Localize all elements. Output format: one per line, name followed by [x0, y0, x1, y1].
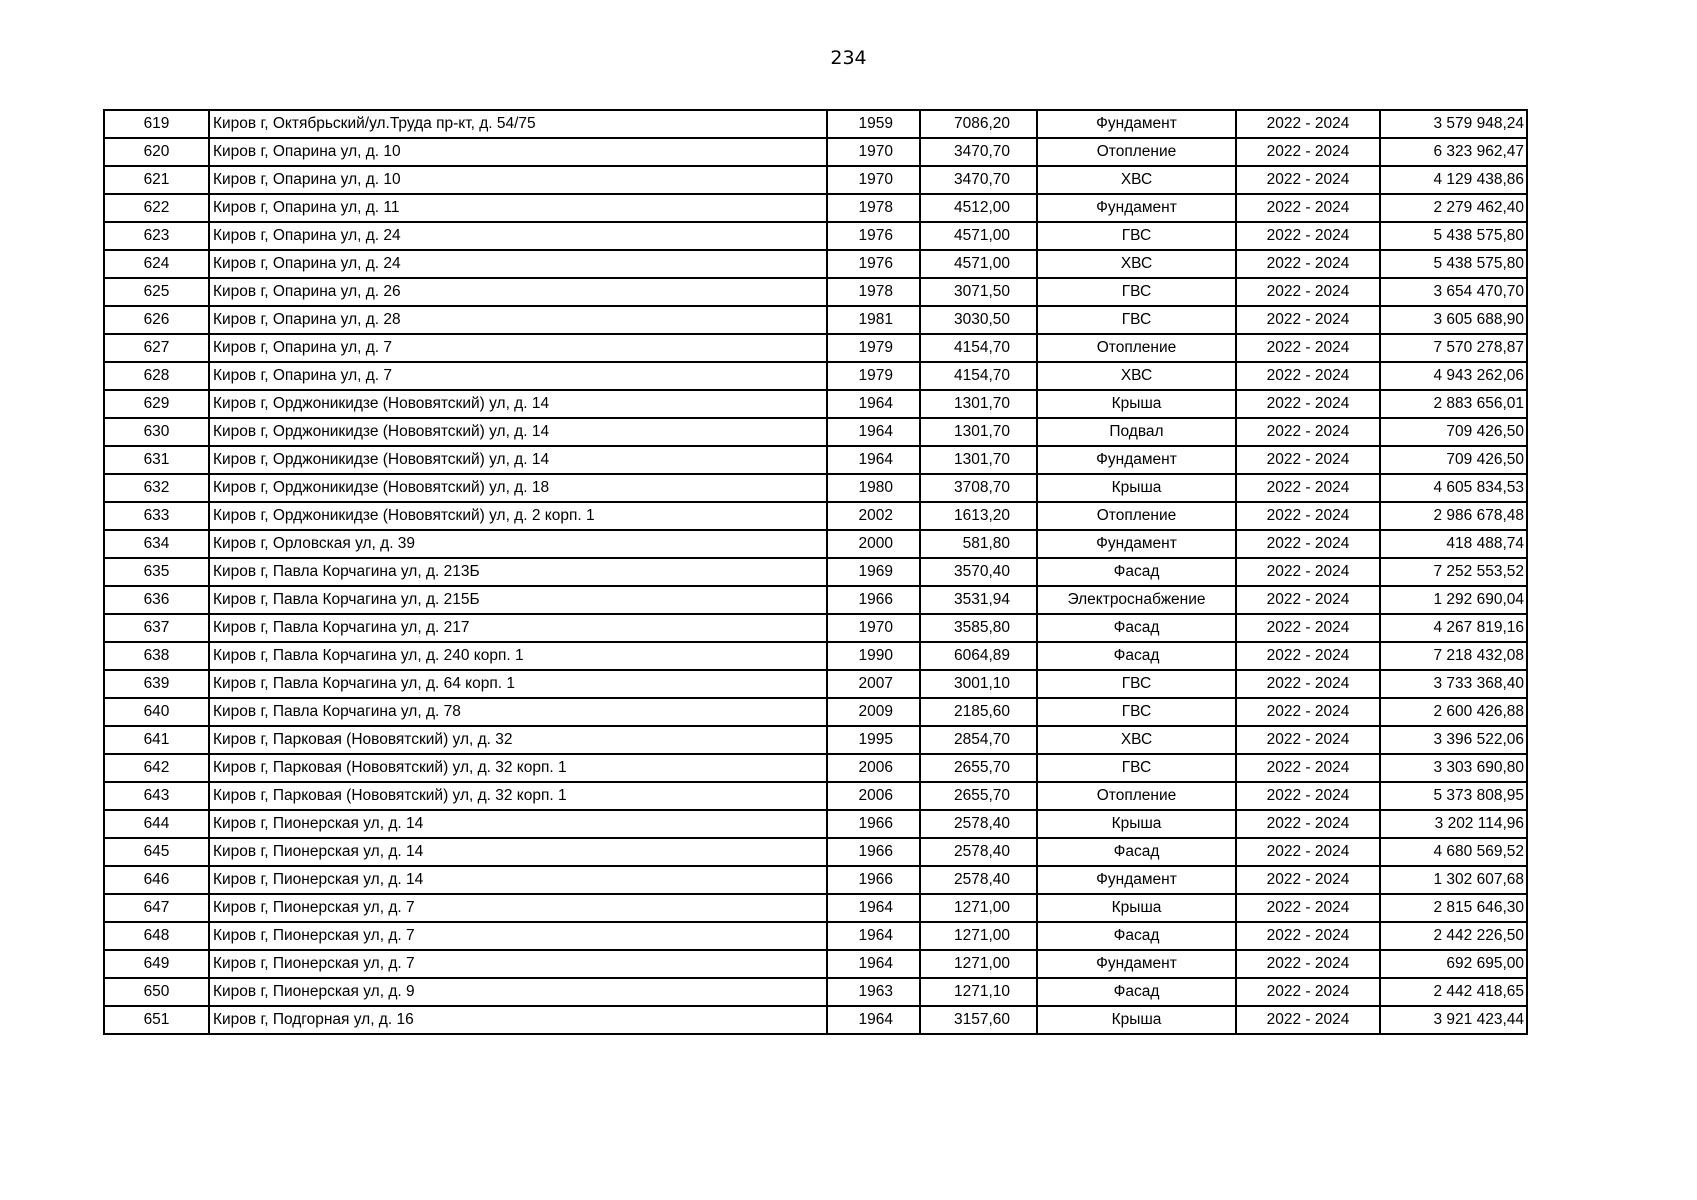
- address-cell: Киров г, Пионерская ул, д. 14: [209, 866, 827, 894]
- area-cell: 2185,60: [920, 698, 1037, 726]
- area-cell: 4154,70: [920, 362, 1037, 390]
- area-cell: 1271,00: [920, 922, 1037, 950]
- year-cell: 2000: [827, 530, 920, 558]
- cost-cell: 2 600 426,88: [1380, 698, 1527, 726]
- period-cell: 2022 - 2024: [1236, 642, 1380, 670]
- table-row: [104, 390, 1527, 418]
- cost-cell: 709 426,50: [1380, 418, 1527, 446]
- period-cell: 2022 - 2024: [1236, 950, 1380, 978]
- year-cell: 1963: [827, 978, 920, 1006]
- period-cell: 2022 - 2024: [1236, 418, 1380, 446]
- table-row: [104, 810, 1527, 838]
- work-type-cell: Фасад: [1037, 978, 1236, 1006]
- work-type-cell: ГВС: [1037, 754, 1236, 782]
- row-number: 638: [104, 642, 209, 670]
- year-cell: 1964: [827, 390, 920, 418]
- area-cell: 4571,00: [920, 222, 1037, 250]
- period-cell: 2022 - 2024: [1236, 726, 1380, 754]
- period-cell: 2022 - 2024: [1236, 670, 1380, 698]
- period-cell: 2022 - 2024: [1236, 698, 1380, 726]
- row-number: 628: [104, 362, 209, 390]
- period-cell: 2022 - 2024: [1236, 306, 1380, 334]
- table-row: [104, 222, 1527, 250]
- address-cell: Киров г, Орджоникидзе (Нововятский) ул, д. 14: [209, 418, 827, 446]
- row-number: 646: [104, 866, 209, 894]
- table-body: [104, 110, 1527, 1034]
- address-cell: Киров г, Павла Корчагина ул, д. 215Б: [209, 586, 827, 614]
- year-cell: 2007: [827, 670, 920, 698]
- year-cell: 1966: [827, 866, 920, 894]
- table-row: [104, 306, 1527, 334]
- row-number: 651: [104, 1006, 209, 1034]
- year-cell: 2006: [827, 782, 920, 810]
- period-cell: 2022 - 2024: [1236, 278, 1380, 306]
- cost-cell: 5 438 575,80: [1380, 250, 1527, 278]
- period-cell: 2022 - 2024: [1236, 446, 1380, 474]
- cost-cell: 4 680 569,52: [1380, 838, 1527, 866]
- area-cell: 3708,70: [920, 474, 1037, 502]
- year-cell: 1964: [827, 894, 920, 922]
- work-type-cell: ГВС: [1037, 306, 1236, 334]
- row-number: 622: [104, 194, 209, 222]
- cost-cell: 5 373 808,95: [1380, 782, 1527, 810]
- work-type-cell: Фундамент: [1037, 110, 1236, 138]
- period-cell: 2022 - 2024: [1236, 782, 1380, 810]
- cost-cell: 7 218 432,08: [1380, 642, 1527, 670]
- period-cell: 2022 - 2024: [1236, 474, 1380, 502]
- area-cell: 6064,89: [920, 642, 1037, 670]
- row-number: 648: [104, 922, 209, 950]
- year-cell: 1966: [827, 586, 920, 614]
- period-cell: 2022 - 2024: [1236, 1006, 1380, 1034]
- year-cell: 1978: [827, 278, 920, 306]
- address-cell: Киров г, Орджоникидзе (Нововятский) ул, д. 14: [209, 390, 827, 418]
- row-number: 632: [104, 474, 209, 502]
- table-row: [104, 362, 1527, 390]
- period-cell: 2022 - 2024: [1236, 334, 1380, 362]
- address-cell: Киров г, Опарина ул, д. 10: [209, 166, 827, 194]
- address-cell: Киров г, Орджоникидзе (Нововятский) ул, д. 18: [209, 474, 827, 502]
- year-cell: 1969: [827, 558, 920, 586]
- table-row: [104, 110, 1527, 138]
- work-type-cell: Фундамент: [1037, 530, 1236, 558]
- row-number: 641: [104, 726, 209, 754]
- table-row: [104, 1006, 1527, 1034]
- year-cell: 1990: [827, 642, 920, 670]
- address-cell: Киров г, Опарина ул, д. 7: [209, 362, 827, 390]
- work-type-cell: Отопление: [1037, 334, 1236, 362]
- period-cell: 2022 - 2024: [1236, 978, 1380, 1006]
- address-cell: Киров г, Опарина ул, д. 24: [209, 222, 827, 250]
- work-type-cell: ХВС: [1037, 166, 1236, 194]
- area-cell: 4571,00: [920, 250, 1037, 278]
- row-number: 635: [104, 558, 209, 586]
- period-cell: 2022 - 2024: [1236, 754, 1380, 782]
- row-number: 630: [104, 418, 209, 446]
- work-type-cell: Отопление: [1037, 138, 1236, 166]
- area-cell: 581,80: [920, 530, 1037, 558]
- year-cell: 1964: [827, 950, 920, 978]
- address-cell: Киров г, Павла Корчагина ул, д. 217: [209, 614, 827, 642]
- address-cell: Киров г, Орловская ул, д. 39: [209, 530, 827, 558]
- cost-cell: 4 267 819,16: [1380, 614, 1527, 642]
- row-number: 625: [104, 278, 209, 306]
- work-type-cell: Крыша: [1037, 894, 1236, 922]
- row-number: 645: [104, 838, 209, 866]
- area-cell: 2655,70: [920, 754, 1037, 782]
- work-type-cell: Электроснабжение: [1037, 586, 1236, 614]
- address-cell: Киров г, Пионерская ул, д. 7: [209, 950, 827, 978]
- area-cell: 3585,80: [920, 614, 1037, 642]
- period-cell: 2022 - 2024: [1236, 530, 1380, 558]
- area-cell: 3157,60: [920, 1006, 1037, 1034]
- row-number: 639: [104, 670, 209, 698]
- year-cell: 1964: [827, 446, 920, 474]
- cost-cell: 3 202 114,96: [1380, 810, 1527, 838]
- address-cell: Киров г, Октябрьский/ул.Труда пр-кт, д. 54/75: [209, 110, 827, 138]
- period-cell: 2022 - 2024: [1236, 922, 1380, 950]
- area-cell: 3030,50: [920, 306, 1037, 334]
- address-cell: Киров г, Опарина ул, д. 28: [209, 306, 827, 334]
- area-cell: 3001,10: [920, 670, 1037, 698]
- table-row: [104, 530, 1527, 558]
- work-type-cell: Крыша: [1037, 810, 1236, 838]
- work-type-cell: ХВС: [1037, 250, 1236, 278]
- table-row: [104, 446, 1527, 474]
- work-type-cell: Фасад: [1037, 922, 1236, 950]
- address-cell: Киров г, Парковая (Нововятский) ул, д. 32 корп. 1: [209, 754, 827, 782]
- table-row: [104, 978, 1527, 1006]
- area-cell: 4154,70: [920, 334, 1037, 362]
- area-cell: 1301,70: [920, 418, 1037, 446]
- cost-cell: 3 303 690,80: [1380, 754, 1527, 782]
- period-cell: 2022 - 2024: [1236, 194, 1380, 222]
- work-type-cell: Фундамент: [1037, 194, 1236, 222]
- area-cell: 2578,40: [920, 810, 1037, 838]
- area-cell: 3071,50: [920, 278, 1037, 306]
- year-cell: 1980: [827, 474, 920, 502]
- row-number: 627: [104, 334, 209, 362]
- year-cell: 2002: [827, 502, 920, 530]
- year-cell: 1976: [827, 222, 920, 250]
- table-row: [104, 194, 1527, 222]
- table-row: [104, 950, 1527, 978]
- period-cell: 2022 - 2024: [1236, 390, 1380, 418]
- cost-cell: 709 426,50: [1380, 446, 1527, 474]
- cost-cell: 7 252 553,52: [1380, 558, 1527, 586]
- cost-cell: 3 396 522,06: [1380, 726, 1527, 754]
- work-type-cell: Крыша: [1037, 390, 1236, 418]
- table-row: [104, 726, 1527, 754]
- row-number: 640: [104, 698, 209, 726]
- table-row: [104, 558, 1527, 586]
- address-cell: Киров г, Парковая (Нововятский) ул, д. 32: [209, 726, 827, 754]
- table-row: [104, 838, 1527, 866]
- table-row: [104, 922, 1527, 950]
- period-cell: 2022 - 2024: [1236, 166, 1380, 194]
- area-cell: 2578,40: [920, 866, 1037, 894]
- area-cell: 2578,40: [920, 838, 1037, 866]
- year-cell: 2009: [827, 698, 920, 726]
- area-cell: 4512,00: [920, 194, 1037, 222]
- cost-cell: 4 605 834,53: [1380, 474, 1527, 502]
- work-type-cell: Фасад: [1037, 642, 1236, 670]
- address-cell: Киров г, Павла Корчагина ул, д. 78: [209, 698, 827, 726]
- period-cell: 2022 - 2024: [1236, 362, 1380, 390]
- row-number: 631: [104, 446, 209, 474]
- work-type-cell: Фундамент: [1037, 446, 1236, 474]
- table-row: [104, 418, 1527, 446]
- period-cell: 2022 - 2024: [1236, 866, 1380, 894]
- year-cell: 1978: [827, 194, 920, 222]
- row-number: 636: [104, 586, 209, 614]
- year-cell: 1970: [827, 138, 920, 166]
- table-row: [104, 698, 1527, 726]
- period-cell: 2022 - 2024: [1236, 614, 1380, 642]
- table-row: [104, 866, 1527, 894]
- row-number: 649: [104, 950, 209, 978]
- work-type-cell: Отопление: [1037, 502, 1236, 530]
- area-cell: 3470,70: [920, 166, 1037, 194]
- work-type-cell: ГВС: [1037, 670, 1236, 698]
- address-cell: Киров г, Опарина ул, д. 24: [209, 250, 827, 278]
- work-type-cell: Крыша: [1037, 1006, 1236, 1034]
- cost-cell: 1 292 690,04: [1380, 586, 1527, 614]
- area-cell: 1271,10: [920, 978, 1037, 1006]
- cost-cell: 6 323 962,47: [1380, 138, 1527, 166]
- table-row: [104, 894, 1527, 922]
- row-number: 637: [104, 614, 209, 642]
- address-cell: Киров г, Опарина ул, д. 11: [209, 194, 827, 222]
- area-cell: 7086,20: [920, 110, 1037, 138]
- table-row: [104, 670, 1527, 698]
- cost-cell: 3 605 688,90: [1380, 306, 1527, 334]
- period-cell: 2022 - 2024: [1236, 894, 1380, 922]
- cost-cell: 4 129 438,86: [1380, 166, 1527, 194]
- work-type-cell: ГВС: [1037, 698, 1236, 726]
- address-cell: Киров г, Опарина ул, д. 10: [209, 138, 827, 166]
- table-row: [104, 614, 1527, 642]
- address-cell: Киров г, Опарина ул, д. 7: [209, 334, 827, 362]
- address-cell: Киров г, Орджоникидзе (Нововятский) ул, д. 2 корп. 1: [209, 502, 827, 530]
- table-row: [104, 782, 1527, 810]
- cost-cell: 2 883 656,01: [1380, 390, 1527, 418]
- row-number: 621: [104, 166, 209, 194]
- address-cell: Киров г, Пионерская ул, д. 9: [209, 978, 827, 1006]
- area-cell: 1271,00: [920, 894, 1037, 922]
- period-cell: 2022 - 2024: [1236, 138, 1380, 166]
- work-type-cell: Фасад: [1037, 558, 1236, 586]
- table-row: [104, 754, 1527, 782]
- period-cell: 2022 - 2024: [1236, 586, 1380, 614]
- cost-cell: 1 302 607,68: [1380, 866, 1527, 894]
- year-cell: 1970: [827, 614, 920, 642]
- area-cell: 3570,40: [920, 558, 1037, 586]
- row-number: 620: [104, 138, 209, 166]
- cost-cell: 3 654 470,70: [1380, 278, 1527, 306]
- area-cell: 1301,70: [920, 390, 1037, 418]
- row-number: 619: [104, 110, 209, 138]
- table-row: [104, 278, 1527, 306]
- work-type-cell: Фундамент: [1037, 950, 1236, 978]
- cost-cell: 3 733 368,40: [1380, 670, 1527, 698]
- address-cell: Киров г, Павла Корчагина ул, д. 64 корп. 1: [209, 670, 827, 698]
- area-cell: 2655,70: [920, 782, 1037, 810]
- table-row: [104, 586, 1527, 614]
- address-cell: Киров г, Павла Корчагина ул, д. 240 корп. 1: [209, 642, 827, 670]
- address-cell: Киров г, Пионерская ул, д. 7: [209, 894, 827, 922]
- buildings-table: [103, 109, 1528, 1035]
- period-cell: 2022 - 2024: [1236, 110, 1380, 138]
- area-cell: 2854,70: [920, 726, 1037, 754]
- work-type-cell: Фундамент: [1037, 866, 1236, 894]
- address-cell: Киров г, Подгорная ул, д. 16: [209, 1006, 827, 1034]
- work-type-cell: ГВС: [1037, 278, 1236, 306]
- address-cell: Киров г, Пионерская ул, д. 7: [209, 922, 827, 950]
- work-type-cell: Подвал: [1037, 418, 1236, 446]
- area-cell: 3531,94: [920, 586, 1037, 614]
- period-cell: 2022 - 2024: [1236, 810, 1380, 838]
- row-number: 629: [104, 390, 209, 418]
- year-cell: 2006: [827, 754, 920, 782]
- cost-cell: 3 921 423,44: [1380, 1006, 1527, 1034]
- cost-cell: 2 442 418,65: [1380, 978, 1527, 1006]
- row-number: 624: [104, 250, 209, 278]
- work-type-cell: Крыша: [1037, 474, 1236, 502]
- row-number: 647: [104, 894, 209, 922]
- work-type-cell: Фасад: [1037, 614, 1236, 642]
- period-cell: 2022 - 2024: [1236, 222, 1380, 250]
- year-cell: 1979: [827, 334, 920, 362]
- address-cell: Киров г, Павла Корчагина ул, д. 213Б: [209, 558, 827, 586]
- period-cell: 2022 - 2024: [1236, 250, 1380, 278]
- cost-cell: 2 442 226,50: [1380, 922, 1527, 950]
- year-cell: 1981: [827, 306, 920, 334]
- table-row: [104, 166, 1527, 194]
- table-row: [104, 642, 1527, 670]
- page-number: 234: [830, 47, 867, 69]
- cost-cell: 418 488,74: [1380, 530, 1527, 558]
- row-number: 633: [104, 502, 209, 530]
- cost-cell: 7 570 278,87: [1380, 334, 1527, 362]
- year-cell: 1970: [827, 166, 920, 194]
- area-cell: 3470,70: [920, 138, 1037, 166]
- year-cell: 1959: [827, 110, 920, 138]
- address-cell: Киров г, Парковая (Нововятский) ул, д. 32 корп. 1: [209, 782, 827, 810]
- cost-cell: 4 943 262,06: [1380, 362, 1527, 390]
- period-cell: 2022 - 2024: [1236, 558, 1380, 586]
- area-cell: 1271,00: [920, 950, 1037, 978]
- table-row: [104, 250, 1527, 278]
- work-type-cell: ГВС: [1037, 222, 1236, 250]
- area-cell: 1613,20: [920, 502, 1037, 530]
- work-type-cell: ХВС: [1037, 362, 1236, 390]
- cost-cell: 5 438 575,80: [1380, 222, 1527, 250]
- work-type-cell: Фасад: [1037, 838, 1236, 866]
- year-cell: 1995: [827, 726, 920, 754]
- address-cell: Киров г, Опарина ул, д. 26: [209, 278, 827, 306]
- cost-cell: 2 986 678,48: [1380, 502, 1527, 530]
- cost-cell: 2 815 646,30: [1380, 894, 1527, 922]
- cost-cell: 2 279 462,40: [1380, 194, 1527, 222]
- year-cell: 1964: [827, 1006, 920, 1034]
- table-row: [104, 334, 1527, 362]
- table-row: [104, 474, 1527, 502]
- year-cell: 1964: [827, 418, 920, 446]
- period-cell: 2022 - 2024: [1236, 838, 1380, 866]
- address-cell: Киров г, Пионерская ул, д. 14: [209, 838, 827, 866]
- work-type-cell: Отопление: [1037, 782, 1236, 810]
- address-cell: Киров г, Орджоникидзе (Нововятский) ул, д. 14: [209, 446, 827, 474]
- table-row: [104, 502, 1527, 530]
- address-cell: Киров г, Пионерская ул, д. 14: [209, 810, 827, 838]
- year-cell: 1966: [827, 838, 920, 866]
- row-number: 642: [104, 754, 209, 782]
- period-cell: 2022 - 2024: [1236, 502, 1380, 530]
- year-cell: 1979: [827, 362, 920, 390]
- row-number: 643: [104, 782, 209, 810]
- cost-cell: 3 579 948,24: [1380, 110, 1527, 138]
- table-row: [104, 138, 1527, 166]
- year-cell: 1976: [827, 250, 920, 278]
- cost-cell: 692 695,00: [1380, 950, 1527, 978]
- row-number: 623: [104, 222, 209, 250]
- year-cell: 1964: [827, 922, 920, 950]
- row-number: 644: [104, 810, 209, 838]
- work-type-cell: ХВС: [1037, 726, 1236, 754]
- row-number: 634: [104, 530, 209, 558]
- area-cell: 1301,70: [920, 446, 1037, 474]
- year-cell: 1966: [827, 810, 920, 838]
- row-number: 626: [104, 306, 209, 334]
- row-number: 650: [104, 978, 209, 1006]
